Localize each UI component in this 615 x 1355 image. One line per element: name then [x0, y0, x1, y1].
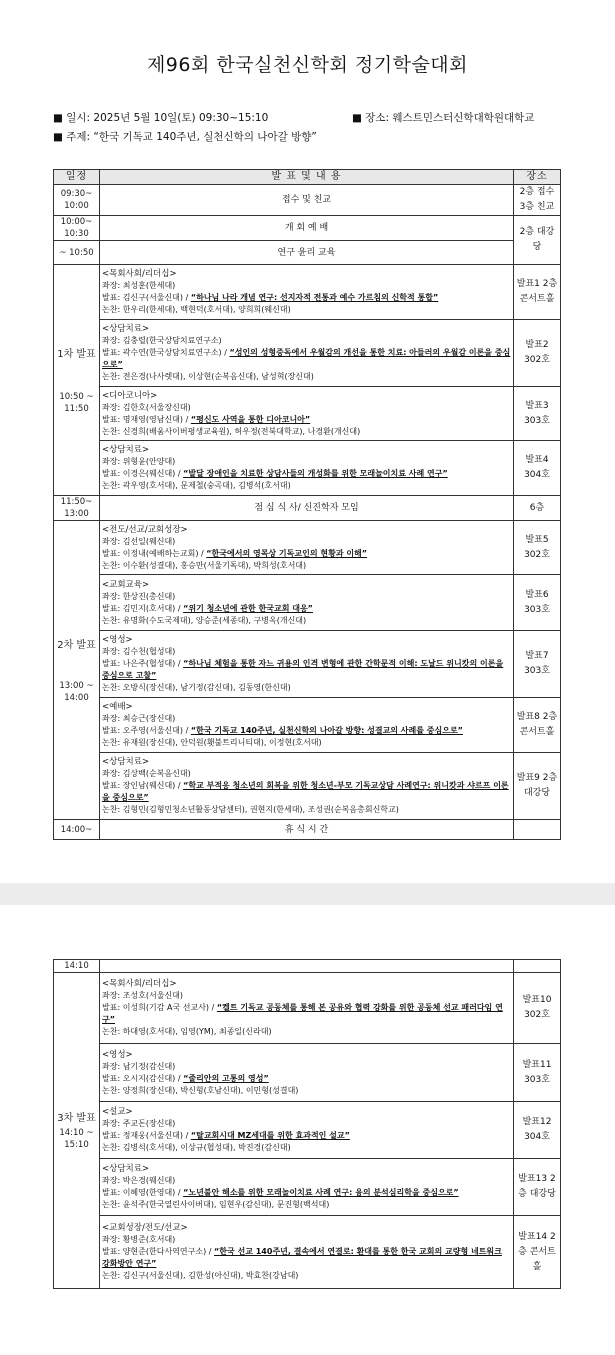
- content-registration: 접수 및 친교: [100, 185, 514, 216]
- presentation-9: <상담치료> 좌장: 김상백(순복음신대) 발표: 장인남(웨신대) / “학교 부적응 청소년의 회복을 위한 청소년-부모 기독교상담 사례연구: 위니캇과 샤르프 이론을 중심으로” 논찬: 김형민(김형민청소년활동상담센터), 권현지(한세대), 조성권(순복음총회신학교): [100, 753, 514, 820]
- place-presentation-12: 발표12 304호: [514, 1102, 561, 1159]
- place-registration: 2층 접수 3층 친교: [514, 185, 561, 216]
- place-presentation-6: 발표6 303호: [514, 575, 561, 631]
- place-break: [514, 820, 561, 840]
- place-presentation-5: 발표5 302호: [514, 521, 561, 575]
- page-title: 제96회 한국실천신학회 정기학술대회: [146, 54, 469, 76]
- session-3-label: 3차 발표: [57, 1113, 96, 1124]
- presentation-11: <영성> 좌장: 남기정(감신대) 발표: 오시지(감신대) / “줄리안의 고통의 영성” 논찬: 양정희(장신대), 박신형(호남신대), 이민형(성결대): [100, 1044, 514, 1102]
- page-gap: [0, 883, 615, 905]
- place-presentation-3: 발표3 303호: [514, 387, 561, 441]
- schedule-table-1: [53, 169, 561, 840]
- time-registration: 09:30~ 10:00: [54, 185, 100, 216]
- content-ethics: 연구 윤리 교육: [100, 241, 514, 265]
- content-break: 휴 식 시 간: [100, 820, 514, 840]
- presentation-13: <상담치료> 좌장: 박은경(웨신대) 발표: 이혜영(한영대) / “노년불안 해소를 위한 모래놀이치료 사례 연구: 융의 분석심리학을 중심으로” 논찬: 윤석주(한국열린사이버대), 임현우(감신대), 문진형(백석대): [100, 1159, 514, 1216]
- presentation-1: <목회사회/리더십> 좌장: 최성훈(한세대) 발표: 김신구(서울신대) / “하나님 나라 개념 연구: 선지자적 전통과 예수 가르침의 신학적 통합” 논찬: 한우리(한세대), 백현덕(호서대), 양희희(웨신대): [100, 265, 514, 320]
- header-place: 장소: [514, 170, 561, 185]
- content-continue: [100, 960, 514, 973]
- presentation-2: <상담치료> 좌장: 김충렬(한국상담치료연구소) 발표: 곽수연(한국상담치료연구소) / “성인의 성형중독에서 우월감의 개선을 통한 치료: 아들러의 우월감 이론을 중심으로” 논찬: 전은경(나사렛대), 이상현(순복음신대), 남성혁(장신대): [100, 320, 514, 387]
- place-presentation-10: 발표10 302호: [514, 973, 561, 1044]
- time-ethics: ~ 10:50: [54, 241, 100, 265]
- place-presentation-7: 발표7 303호: [514, 631, 561, 698]
- presentation-4: <상담치료> 좌장: 위형윤(안양대) 발표: 이경은(웨신대) / “발달 장애인을 치료한 상담사들의 개성화를 위한 모래놀이치료 사례 연구” 논찬: 곽우영(호서대), 문제철(숭곡대), 김병석(호서대): [100, 441, 514, 496]
- place-presentation-13: 발표13 2층 대강당: [514, 1159, 561, 1216]
- place-presentation-4: 발표4 304호: [514, 441, 561, 496]
- content-worship: 개 회 예 배: [100, 216, 514, 241]
- event-theme: ■ 주제: “한국 기독교 140주년, 실천신학의 나아갈 방향”: [53, 131, 317, 143]
- presentation-5: <전도/선교/교회성장> 좌장: 김선일(웨신대) 발표: 이정내(예배하는교회) / “한국에서의 영목상 기독교인의 현황과 이해” 논찬: 이수환(성결대), 홍승만(서울기독대), 박희성(호서대): [100, 521, 514, 575]
- session-2-time: 13:00 ~ 14:00: [59, 680, 94, 703]
- presentation-12: <설교> 좌장: 주교돈(장신대) 발표: 정재웅(서울신대) / “탈교회시대 MZ세대를 위한 효과적인 설교” 논찬: 김병석(호서대), 이상규(협성대), 박진경(감신대): [100, 1102, 514, 1159]
- header-content: 발 표 및 내 용: [100, 170, 514, 185]
- event-date: ■ 일시: 2025년 5월 10일(토) 09:30~15:10: [53, 112, 269, 124]
- time-worship: 10:00~ 10:30: [54, 216, 100, 241]
- session-3-cell: [54, 973, 100, 1289]
- place-worship: 2층 대강당: [514, 216, 561, 265]
- presentation-3: <디아코니아> 좌장: 김한호(서울장신대) 발표: 명재영(영남신대) / “평신도 사역을 통한 디아코니아” 논찬: 신경희(배움사이버평생교육원), 허우정(전북대학교), 나경환(개신대): [100, 387, 514, 441]
- presentation-8: <예배> 좌장: 최승근(장신대) 발표: 오주영(서울신대) / “한국 기독교 140주년, 실천신학의 나아갈 방향: 성결교의 사례를 중심으로” 논찬: 유재원(장신대), 안덕원(횃불트리니티대), 이정현(호서대): [100, 698, 514, 753]
- schedule-table-2: [53, 959, 561, 1289]
- content-lunch: 점 심 식 사/ 신진학자 모임: [100, 496, 514, 521]
- session-1-time: 10:50 ~ 11:50: [59, 391, 94, 414]
- time-continue: 14:10: [54, 960, 100, 973]
- session-3-time: 14:10 ~ 15:10: [59, 1128, 94, 1150]
- place-presentation-11: 발표11 303호: [514, 1044, 561, 1102]
- place-presentation-9: 발표9 2층 대강당: [514, 753, 561, 820]
- header-schedule: 일정: [54, 170, 100, 185]
- session-1-cell: [54, 265, 100, 496]
- time-lunch: 11:50~ 13:00: [54, 496, 100, 521]
- time-break: 14:00~: [54, 820, 100, 840]
- event-place: ■ 장소: 웨스트민스터신학대학원대학교: [352, 112, 535, 124]
- place-presentation-2: 발표2 302호: [514, 320, 561, 387]
- session-2-label: 2차 발표: [57, 639, 96, 651]
- session-1-label: 1차 발표: [57, 348, 96, 360]
- presentation-6: <교회교육> 좌장: 한상진(총신대) 발표: 김민지(호서대) / “위기 청소년에 관한 한국교회 대응” 논찬: 유명화(수도국제대), 양승준(세종대), 구병옥(개신대): [100, 575, 514, 631]
- place-presentation-14: 발표14 2층 콘서트홀: [514, 1216, 561, 1289]
- presentation-10: <목회사회/리더십> 좌장: 조성호(서울신대) 발표: 이성희(기감 A국 선교사) / “켈트 기독교 공동체를 통해 본 공유와 협력 강화를 위한 공동체 선교 패러다임 연구” 논찬: 하대영(호서대), 임영(YM), 최종일(신라대): [100, 973, 514, 1044]
- place-presentation-1: 발표1 2층 콘서트홀: [514, 265, 561, 320]
- place-presentation-8: 발표8 2층 콘서트홀: [514, 698, 561, 753]
- place-lunch: 6층: [514, 496, 561, 521]
- presentation-7: <영성> 좌장: 김수천(협성대) 발표: 나은주(협성대) / “하나님 체험을 통한 자느 귀용의 인격 변형에 관한 간학문적 이해: 도날드 위니캇의 이론을 중심으로 고찰” 논찬: 오방식(장신대), 남기정(감신대), 김동영(한신대): [100, 631, 514, 698]
- place-continue: [514, 960, 561, 973]
- presentation-14: <교회성장/전도/선교> 좌장: 황병준(호서대) 발표: 양현준(한다사역연구소) / “한국 선교 140주년, 결속에서 연결로: 환대를 통한 한국 교회의 교량형 네트워크 강화방안 연구” 논찬: 김신구(서울신대), 김한성(아신대), 박효찬(강남대): [100, 1216, 514, 1289]
- session-2-cell: [54, 521, 100, 820]
- page-2: [0, 905, 615, 1355]
